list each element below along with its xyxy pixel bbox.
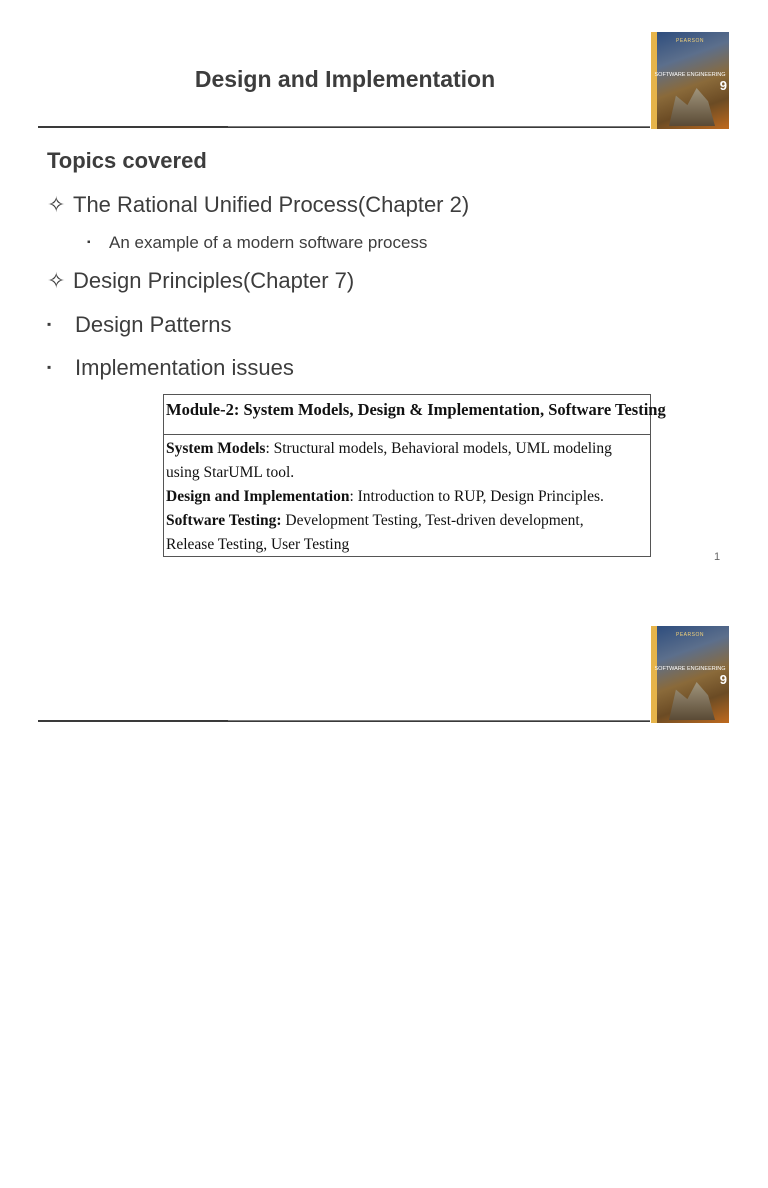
module-border: [163, 394, 164, 557]
cover-strip: [651, 32, 657, 129]
cover-publisher: PEARSON: [676, 632, 704, 638]
cover-title: SOFTWARE ENGINEERING: [654, 666, 726, 672]
slide-title: Design and Implementation: [194, 66, 496, 92]
title-divider-thin: [228, 720, 650, 721]
list-subitem: [87, 233, 427, 253]
cover-publisher: PEARSON: [676, 38, 704, 44]
cover-building-art: [669, 88, 715, 126]
list-item: [47, 355, 294, 381]
square-bullet-icon: ▪: [47, 360, 52, 374]
square-bullet-icon: ▪: [87, 237, 91, 248]
cover-edition: 9: [719, 78, 727, 93]
module-line-label: Design and Implementation: [166, 488, 350, 505]
module-line-label: System Models: [166, 440, 266, 457]
topics-heading: Topics covered: [47, 148, 207, 173]
list-item-text: Implementation issues: [75, 355, 294, 380]
list-item: [47, 192, 469, 218]
module-line-label: Software Testing:: [166, 512, 282, 529]
module-line-text: : Structural models, Behavioral models, UML modeling: [265, 440, 612, 457]
book-cover-image: [651, 626, 729, 723]
syllabus-module-image: [163, 394, 666, 560]
list-item: [47, 268, 354, 294]
book-cover-image: [651, 32, 729, 129]
star-bullet-icon: ✧: [47, 268, 66, 293]
module-border: [163, 434, 651, 435]
module-heading: Module-2: System Models, Design & Implementation, Software Testing: [166, 400, 666, 419]
module-line-text: using StarUML tool.: [166, 464, 295, 481]
module-line-text: Development Testing, Test-driven development,: [281, 512, 584, 529]
list-item-text: Design Principles(Chapter 7): [73, 268, 355, 293]
square-bullet-icon: ▪: [47, 317, 52, 331]
cover-strip: [651, 626, 657, 723]
module-line: [166, 488, 604, 506]
module-line: [166, 536, 349, 554]
module-line: [166, 464, 294, 482]
module-line-text: : Introduction to RUP, Design Principles.: [349, 488, 604, 505]
list-item-text: The Rational Unified Process(Chapter 2): [73, 192, 470, 217]
module-border: [163, 556, 651, 557]
title-divider-thin: [228, 126, 650, 127]
cover-edition: 9: [719, 672, 727, 687]
cover-building-art: [669, 682, 715, 720]
list-item: [47, 312, 232, 338]
cover-title: SOFTWARE ENGINEERING: [654, 72, 726, 78]
module-line-text: Release Testing, User Testing: [166, 536, 350, 553]
module-line: [166, 440, 612, 458]
slide-2: [0, 594, 768, 1188]
star-bullet-icon: ✧: [47, 192, 66, 217]
module-border: [163, 394, 651, 395]
list-item-text: Design Patterns: [75, 312, 232, 337]
page-number: 1: [714, 551, 721, 563]
module-line: [166, 512, 584, 530]
list-subitem-text: An example of a modern software process: [109, 233, 428, 252]
